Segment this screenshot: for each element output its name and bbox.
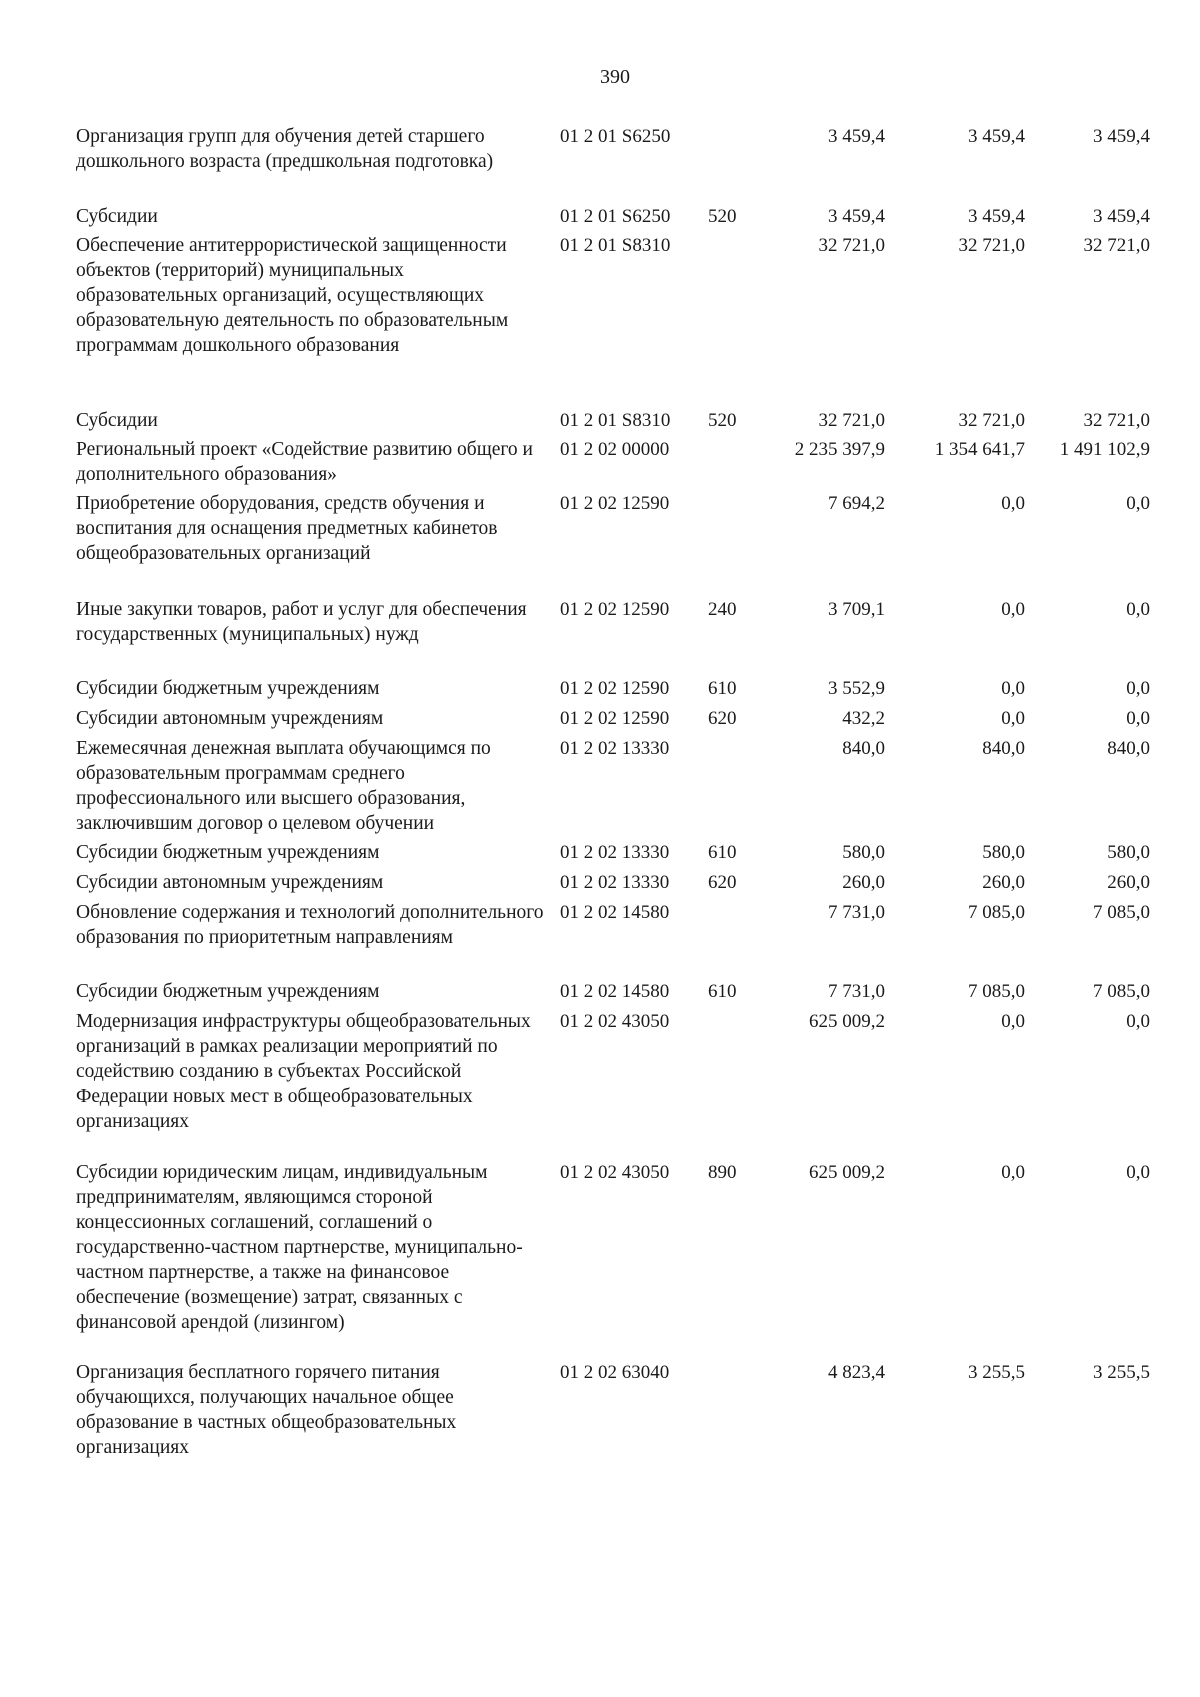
- row-value-1: 32 721,0: [818, 235, 885, 256]
- row-value-1: 3 552,9: [828, 678, 885, 699]
- row-name: Обновление содержания и технологий дополнительного образования по приоритетным направлениям: [76, 902, 544, 948]
- row-value-3: 840,0: [1107, 738, 1150, 759]
- row-value-3: 0,0: [1126, 708, 1150, 729]
- row-code: 01 2 02 00000: [560, 439, 670, 460]
- row-value-2: 32 721,0: [958, 410, 1025, 431]
- row-value-1: 3 459,4: [828, 206, 885, 227]
- row-type: 240: [708, 599, 737, 620]
- row-name: Субсидии автономным учреждениям: [76, 708, 384, 729]
- row-type: 520: [708, 410, 737, 431]
- row-value-1: 7 731,0: [828, 981, 885, 1002]
- row-type: 890: [708, 1162, 737, 1183]
- row-name: Региональный проект «Содействие развитию общего и дополнительного образования»: [76, 439, 533, 485]
- row-name: Субсидии: [76, 410, 158, 431]
- row-value-2: 260,0: [982, 872, 1025, 893]
- row-value-3: 7 085,0: [1093, 981, 1150, 1002]
- row-name: Модернизация инфраструктуры общеобразовательных организаций в рамках реализации мероприятий по содействию созданию в субъектах Российской Федерации новых мест в общеобразовательных организациях: [76, 1011, 531, 1132]
- row-name: Субсидии автономным учреждениям: [76, 872, 384, 893]
- row-value-3: 260,0: [1107, 872, 1150, 893]
- row-value-1: 7 731,0: [828, 902, 885, 923]
- row-code: 01 2 02 12590: [560, 493, 670, 514]
- row-value-2: 3 459,4: [968, 206, 1025, 227]
- row-value-3: 3 459,4: [1093, 126, 1150, 147]
- row-type: 620: [708, 872, 737, 893]
- row-value-1: 625 009,2: [809, 1162, 885, 1183]
- row-name: Приобретение оборудования, средств обучения и воспитания для оснащения предметных кабинетов общеобразовательных организаций: [76, 493, 498, 564]
- row-value-2: 0,0: [1001, 708, 1025, 729]
- row-value-2: 0,0: [1001, 599, 1025, 620]
- row-type: 610: [708, 842, 737, 863]
- row-code: 01 2 02 43050: [560, 1162, 670, 1183]
- row-value-1: 625 009,2: [809, 1011, 885, 1032]
- row-code: 01 2 01 S6250: [560, 126, 671, 147]
- row-type: 610: [708, 678, 737, 699]
- row-name: Организация бесплатного горячего питания обучающихся, получающих начальное общее образование в частных общеобразовательных организациях: [76, 1362, 457, 1458]
- row-code: 01 2 01 S8310: [560, 410, 671, 431]
- row-value-3: 0,0: [1126, 493, 1150, 514]
- row-value-1: 432,2: [842, 708, 885, 729]
- row-name: Организация групп для обучения детей старшего дошкольного возраста (предшкольная подготовка): [76, 126, 494, 172]
- row-code: 01 2 01 S8310: [560, 235, 671, 256]
- row-value-2: 7 085,0: [968, 981, 1025, 1002]
- row-type: 610: [708, 981, 737, 1002]
- row-code: 01 2 02 14580: [560, 981, 670, 1002]
- row-value-2: 3 255,5: [968, 1362, 1025, 1383]
- row-value-1: 3 459,4: [828, 126, 885, 147]
- row-value-2: 1 354 641,7: [934, 439, 1025, 460]
- page-number: 390: [600, 66, 630, 88]
- row-value-1: 840,0: [842, 738, 885, 759]
- row-code: 01 2 02 12590: [560, 599, 670, 620]
- row-value-3: 0,0: [1126, 1162, 1150, 1183]
- row-code: 01 2 02 12590: [560, 708, 670, 729]
- row-code: 01 2 02 43050: [560, 1011, 670, 1032]
- row-name: Иные закупки товаров, работ и услуг для обеспечения государственных (муниципальных) нужд: [76, 599, 527, 645]
- row-code: 01 2 02 13330: [560, 872, 670, 893]
- row-name: Субсидии бюджетным учреждениям: [76, 678, 380, 699]
- row-name: Обеспечение антитеррористической защищенности объектов (территорий) муниципальных образовательных организаций, осуществляющих образовательную деятельность по образовательным программам дошкольного образования: [76, 235, 509, 356]
- row-value-2: 32 721,0: [958, 235, 1025, 256]
- row-code: 01 2 02 12590: [560, 678, 670, 699]
- row-code: 01 2 02 14580: [560, 902, 670, 923]
- row-value-3: 0,0: [1126, 1011, 1150, 1032]
- row-name: Субсидии: [76, 206, 158, 227]
- row-code: 01 2 01 S6250: [560, 206, 671, 227]
- row-value-1: 580,0: [842, 842, 885, 863]
- row-name: Субсидии бюджетным учреждениям: [76, 981, 380, 1002]
- row-value-3: 32 721,0: [1083, 235, 1150, 256]
- row-name: Субсидии бюджетным учреждениям: [76, 842, 380, 863]
- row-value-1: 3 709,1: [828, 599, 885, 620]
- row-value-2: 7 085,0: [968, 902, 1025, 923]
- row-value-3: 32 721,0: [1083, 410, 1150, 431]
- row-value-2: 0,0: [1001, 1011, 1025, 1032]
- row-value-3: 580,0: [1107, 842, 1150, 863]
- row-code: 01 2 02 63040: [560, 1362, 670, 1383]
- row-value-3: 0,0: [1126, 599, 1150, 620]
- row-value-3: 7 085,0: [1093, 902, 1150, 923]
- row-value-1: 2 235 397,9: [794, 439, 885, 460]
- row-code: 01 2 02 13330: [560, 738, 670, 759]
- row-value-3: 3 255,5: [1093, 1362, 1150, 1383]
- row-value-2: 0,0: [1001, 1162, 1025, 1183]
- row-value-3: 0,0: [1126, 678, 1150, 699]
- row-value-2: 0,0: [1001, 678, 1025, 699]
- row-name: Субсидии юридическим лицам, индивидуальным предпринимателям, являющимся стороной концессионных соглашений, соглашений о государственно-частном партнерстве, муниципально-частном партнерстве, а также на финансовое обеспечение (возмещение) затрат, связанных с финансовой арендой (лизингом): [76, 1162, 523, 1333]
- row-value-1: 32 721,0: [818, 410, 885, 431]
- row-value-3: 3 459,4: [1093, 206, 1150, 227]
- row-type: 520: [708, 206, 737, 227]
- row-value-2: 580,0: [982, 842, 1025, 863]
- row-value-1: 260,0: [842, 872, 885, 893]
- row-value-2: 0,0: [1001, 493, 1025, 514]
- row-code: 01 2 02 13330: [560, 842, 670, 863]
- row-value-2: 840,0: [982, 738, 1025, 759]
- row-value-3: 1 491 102,9: [1059, 439, 1150, 460]
- row-name: Ежемесячная денежная выплата обучающимся по образовательным программам среднего профессионального или высшего образования, заключившим договор о целевом обучении: [76, 738, 491, 834]
- row-value-2: 3 459,4: [968, 126, 1025, 147]
- row-type: 620: [708, 708, 737, 729]
- row-value-1: 4 823,4: [828, 1362, 885, 1383]
- row-value-1: 7 694,2: [828, 493, 885, 514]
